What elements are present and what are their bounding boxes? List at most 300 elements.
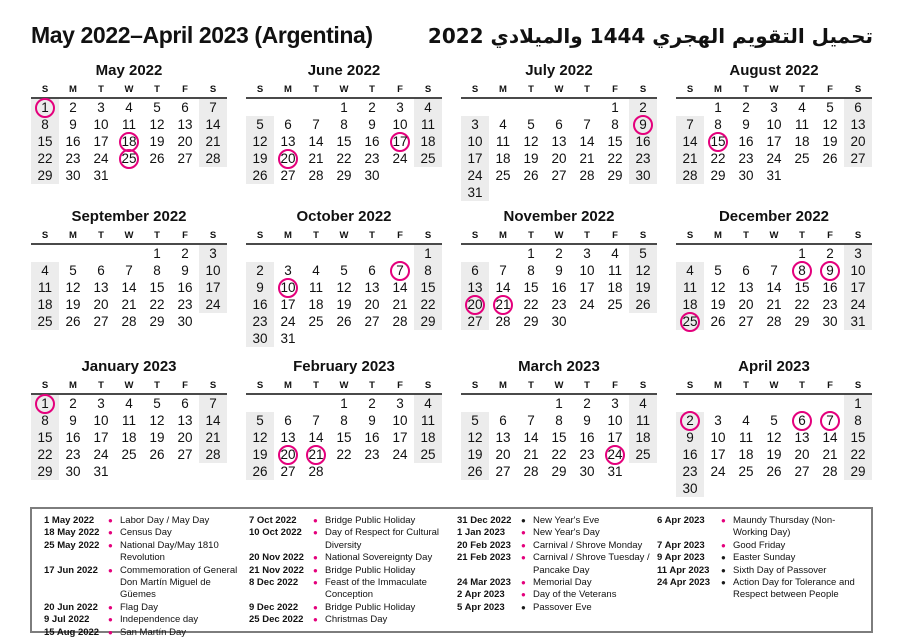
day-number: 19 [252,447,268,462]
day-number: 11 [420,413,435,428]
legend-label: Census Day [120,527,172,539]
day-number: 16 [822,280,838,295]
month-grid [461,84,657,201]
legend-date: 31 Dec 2022 [457,515,512,526]
legend-date: 8 Dec 2022 [249,577,299,589]
legend-label: National Sovereignty Day [325,552,433,564]
day-cell [59,133,87,150]
day-cell [59,262,87,279]
day-number: 21 [682,151,698,166]
day-number: 22 [523,297,539,312]
day-cell [59,116,87,133]
day-number: 22 [850,447,866,462]
day-number: 19 [149,430,165,445]
day-cell [461,446,489,463]
weekday-header: T [573,84,601,98]
day-cell [414,313,442,330]
day-number: 9 [583,413,591,428]
day-cell [302,167,330,184]
day-number: 23 [738,151,754,166]
day-number: 31 [280,331,296,346]
day-cell [87,279,115,296]
day-cell-empty [676,244,704,262]
weekday-header: S [31,84,59,98]
day-cell [171,394,199,412]
week-row [676,279,872,296]
day-number: 17 [850,280,866,295]
legend-column-4 [657,515,871,639]
month-title: November 2022 [503,208,615,225]
holiday-bullet-icon: ● [108,627,113,637]
day-number: 3 [284,263,292,278]
day-number: 5 [69,263,77,278]
day-cell [704,279,732,296]
weekday-header: F [171,84,199,98]
day-cell [704,446,732,463]
holiday-bullet-icon: ● [721,578,726,588]
legend-label: National Day/May 1810 Revolution [120,539,219,564]
day-cell-empty [676,98,704,116]
week-row [676,244,872,262]
week-row [676,463,872,480]
day-number: 29 [523,314,539,329]
day-cell [760,463,788,480]
day-number: 20 [280,447,296,462]
day-cell [246,412,274,429]
day-cell [816,98,844,116]
weekday-header: M [59,380,87,394]
legend-entry [457,552,657,577]
day-cell [199,446,227,463]
day-cell [489,446,517,463]
day-cell-empty [461,394,489,412]
legend-label: Commemoration of General Don Martín Miguel de Güemes [120,564,238,601]
day-cell [171,412,199,429]
day-number: 27 [850,151,866,166]
weekday-header: F [601,230,629,244]
day-number: 2 [742,100,750,115]
day-cell [629,279,657,296]
legend-label: New Year's Eve [533,515,600,526]
day-cell [704,150,732,167]
day-cell [31,279,59,296]
day-number: 18 [738,447,754,462]
day-cell [386,446,414,463]
day-cell [517,313,545,330]
day-cell [59,98,87,116]
month-title: January 2023 [81,358,177,375]
weekday-header: S [461,84,489,98]
day-number: 9 [639,117,647,132]
day-number: 27 [495,464,511,479]
day-number: 25 [420,151,436,166]
day-cell [732,279,760,296]
day-number: 23 [682,464,698,479]
weekday-header: T [517,230,545,244]
day-cell [302,133,330,150]
day-cell [517,133,545,150]
week-row [676,167,872,184]
day-cell [246,279,274,296]
month-title: June 2022 [307,62,381,79]
day-cell [302,412,330,429]
day-cell [461,184,489,201]
week-row [31,394,227,412]
day-cell [788,296,816,313]
day-cell-empty [386,330,414,347]
weekday-header: M [59,230,87,244]
day-cell [461,150,489,167]
weekday-header-row [676,380,872,394]
day-number: 9 [256,280,264,295]
day-cell [302,313,330,330]
month-grid [31,380,227,480]
holiday-bullet-icon: ● [521,516,526,525]
day-cell [489,429,517,446]
day-cell [414,429,442,446]
day-cell [816,279,844,296]
day-number: 13 [93,280,109,295]
day-number: 26 [252,168,268,183]
day-number: 23 [635,151,651,166]
week-row [246,279,442,296]
day-cell [274,167,302,184]
legend-label: Day of Respect for Cultural Diversity [325,527,440,551]
holiday-bullet-icon: ● [313,602,318,612]
day-number: 28 [579,168,595,183]
weekday-header: T [143,380,171,394]
day-cell [274,133,302,150]
day-number: 14 [205,413,221,428]
holiday-bullet-icon: ● [313,553,318,563]
day-cell [517,116,545,133]
day-cell [461,313,489,330]
day-number: 23 [252,314,268,329]
weekday-header: T [517,380,545,394]
day-number: 12 [252,134,268,149]
day-cell [302,296,330,313]
day-number: 28 [523,464,539,479]
day-cell [115,116,143,133]
day-cell [760,296,788,313]
week-row [461,116,657,133]
day-cell-empty [760,394,788,412]
day-cell [358,167,386,184]
month-january-2023 [31,358,227,508]
day-number: 15 [336,430,352,445]
day-cell [115,412,143,429]
day-number: 17 [93,430,109,445]
month-grid [246,230,442,347]
day-number: 28 [766,314,782,329]
day-number: 7 [209,100,217,115]
day-cell [732,429,760,446]
holiday-bullet-icon: ● [521,590,526,600]
legend-entry [44,614,249,626]
day-number: 24 [766,151,782,166]
day-cell [171,150,199,167]
day-cell-empty [246,394,274,412]
day-cell [788,262,816,279]
day-number: 9 [826,263,834,278]
week-row [31,279,227,296]
weekday-header: S [199,230,227,244]
day-cell [199,412,227,429]
day-cell [788,150,816,167]
day-cell [545,262,573,279]
day-cell [461,429,489,446]
day-cell [601,244,629,262]
day-cell [816,133,844,150]
month-february-2023 [246,358,442,508]
day-cell [199,394,227,412]
day-number: 1 [527,246,535,261]
day-number: 8 [340,117,348,132]
day-cell [629,167,657,184]
day-cell [31,296,59,313]
day-number: 21 [766,297,782,312]
day-number: 10 [392,117,408,132]
day-cell [732,98,760,116]
day-number: 17 [280,297,296,312]
day-number: 3 [854,246,862,261]
day-cell [489,412,517,429]
day-cell-empty [844,480,872,497]
day-cell [545,244,573,262]
day-cell [302,262,330,279]
day-number: 28 [682,168,698,183]
day-number: 30 [579,464,595,479]
day-cell [59,296,87,313]
month-august-2022 [676,62,872,208]
day-cell-empty [302,98,330,116]
day-cell [676,412,704,429]
day-cell [274,262,302,279]
day-cell-empty [87,244,115,262]
day-cell-empty [601,313,629,330]
legend-entry [657,577,871,602]
day-cell [760,446,788,463]
holiday-bullet-icon: ● [721,540,726,550]
day-number: 29 [710,168,726,183]
weekday-header: T [573,380,601,394]
day-cell-empty [816,394,844,412]
day-cell-empty [274,244,302,262]
weekday-header: M [274,230,302,244]
day-number: 22 [336,447,352,462]
month-title: March 2023 [518,358,600,375]
legend-label: Bridge Public Holiday [325,515,416,526]
day-cell-empty [816,480,844,497]
day-cell [601,412,629,429]
day-number: 15 [850,430,866,445]
day-cell [732,463,760,480]
week-row [31,133,227,150]
day-number: 3 [714,413,722,428]
day-cell [573,133,601,150]
day-cell [143,116,171,133]
day-cell-empty [704,480,732,497]
day-cell [59,429,87,446]
weekday-header: S [246,230,274,244]
day-number: 2 [69,100,77,115]
weekday-header-row [461,380,657,394]
week-row [676,446,872,463]
day-number: 4 [742,413,750,428]
day-cell [629,262,657,279]
day-number: 18 [121,430,137,445]
day-number: 4 [424,100,432,115]
month-grid [31,84,227,184]
day-cell [246,330,274,347]
day-cell [59,446,87,463]
day-number: 20 [794,447,810,462]
weekday-header: S [844,84,872,98]
legend-date: 21 Nov 2022 [249,564,304,576]
day-cell-empty [274,98,302,116]
day-cell [788,429,816,446]
day-cell [629,116,657,133]
day-cell [414,394,442,412]
day-cell [386,116,414,133]
day-cell [573,279,601,296]
day-cell [601,446,629,463]
day-number: 16 [177,280,193,295]
legend-date: 5 Apr 2023 [457,601,505,613]
day-cell-empty [246,244,274,262]
day-number: 9 [742,117,750,132]
day-cell-empty [788,480,816,497]
day-number: 25 [682,314,698,329]
day-cell-empty [629,463,657,480]
day-number: 7 [583,117,591,132]
day-number: 15 [37,430,53,445]
day-number: 12 [635,263,651,278]
day-number: 5 [256,413,264,428]
day-cell [302,463,330,480]
day-cell [844,394,872,412]
holiday-bullet-icon: ● [521,528,526,538]
day-number: 31 [93,464,109,479]
week-row [461,429,657,446]
day-number: 25 [635,447,651,462]
legend-entry [657,565,871,577]
day-number: 12 [766,430,782,445]
day-number: 9 [686,430,694,445]
weekday-header: S [414,84,442,98]
day-number: 19 [523,151,539,166]
legend-entry [44,540,249,565]
day-cell [386,133,414,150]
day-number: 28 [495,314,511,329]
day-cell [573,446,601,463]
day-number: 16 [682,447,698,462]
holiday-bullet-icon: ● [721,565,726,575]
week-row [461,394,657,412]
day-cell [461,296,489,313]
week-row [676,133,872,150]
day-number: 11 [121,413,136,428]
day-cell [732,133,760,150]
day-cell [330,296,358,313]
day-cell [87,133,115,150]
day-number: 24 [392,447,408,462]
week-row [246,244,442,262]
weekday-header: T [302,230,330,244]
day-cell [358,394,386,412]
day-number: 19 [252,151,268,166]
day-number: 17 [205,280,221,295]
day-cell [302,446,330,463]
weekday-header: M [274,380,302,394]
day-cell [844,98,872,116]
day-number: 7 [209,396,217,411]
day-cell [816,296,844,313]
week-row [31,429,227,446]
day-cell [59,167,87,184]
day-number: 12 [467,430,483,445]
weekday-header: S [199,380,227,394]
day-number: 30 [551,314,567,329]
weekday-header: M [489,230,517,244]
day-cell-empty [629,313,657,330]
day-cell-empty [573,184,601,201]
day-number: 13 [177,413,193,428]
week-row [461,184,657,201]
day-cell-empty [302,244,330,262]
day-cell [545,313,573,330]
day-cell [199,244,227,262]
week-row [461,296,657,313]
day-cell [330,446,358,463]
day-number: 18 [607,280,623,295]
day-cell [704,133,732,150]
day-number: 20 [850,134,866,149]
day-cell [760,167,788,184]
week-row [31,244,227,262]
month-grid [676,230,872,330]
day-cell [629,244,657,262]
day-number: 25 [607,297,623,312]
day-cell-empty [274,394,302,412]
weekday-header: T [732,380,760,394]
day-cell [414,412,442,429]
weekday-header: S [461,380,489,394]
month-grid [676,84,872,184]
day-number: 9 [181,263,189,278]
day-number: 7 [770,263,778,278]
day-number: 30 [177,314,193,329]
day-number: 5 [714,263,722,278]
day-number: 6 [499,413,507,428]
week-row [31,313,227,330]
legend-date: 24 Mar 2023 [457,577,511,589]
day-cell [414,244,442,262]
week-row [246,133,442,150]
legend-date: 25 Dec 2022 [249,614,304,626]
day-number: 28 [205,447,221,462]
day-number: 16 [738,134,754,149]
day-number: 8 [555,413,563,428]
week-row [31,262,227,279]
day-cell-empty [573,313,601,330]
day-number: 11 [607,263,622,278]
day-cell [461,412,489,429]
day-number: 3 [396,396,404,411]
day-cell [517,412,545,429]
day-cell [246,167,274,184]
day-cell [545,167,573,184]
